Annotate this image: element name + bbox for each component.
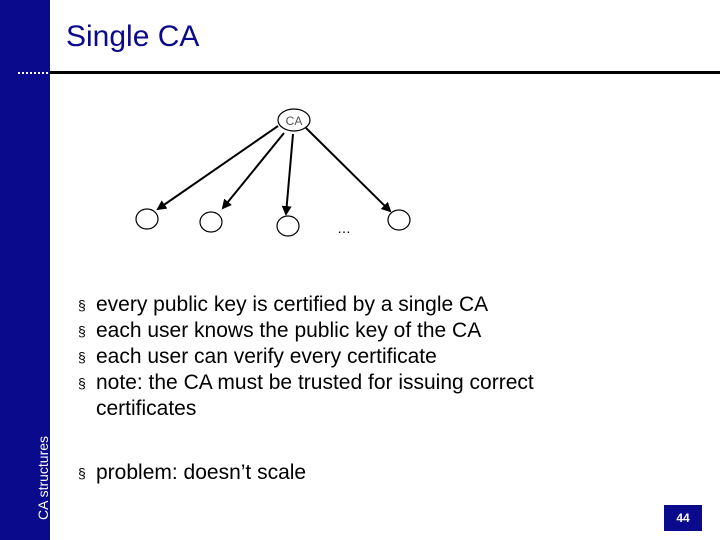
page-title: Single CA [66, 20, 200, 53]
list-item [78, 460, 636, 486]
bullet-marker: § [78, 375, 86, 391]
ca-node-label: CA [285, 114, 303, 128]
bullet-text: every public key is certified by a single CA [96, 293, 489, 316]
user-node-3 [277, 216, 299, 236]
bullet-marker: § [78, 297, 86, 313]
bullet-text: problem: doesn’t scale [96, 461, 307, 484]
edge-user-3 [286, 134, 293, 214]
bullet-text: each user can verify every certificate [96, 345, 437, 368]
list-item [78, 318, 636, 344]
page-number: 44 [664, 505, 702, 531]
bullet-marker: § [78, 349, 86, 365]
edge-user-1 [158, 126, 278, 209]
bullet-marker: § [78, 465, 86, 481]
user-node-1 [136, 209, 158, 229]
user-node-2 [200, 212, 222, 232]
ellipsis-label: … [337, 220, 351, 236]
section-label: CA structures [35, 435, 51, 520]
edge-user-4 [306, 128, 390, 211]
bullet-text: note: the CA must be trusted for issuing correct certificates [96, 371, 534, 420]
list-item [78, 370, 636, 422]
bullet-list [78, 292, 636, 486]
list-item [78, 344, 636, 370]
list-item [78, 292, 636, 318]
bullet-marker: § [78, 323, 86, 339]
bullet-text: each user knows the public key of the CA [96, 319, 482, 342]
user-node-4 [388, 210, 410, 230]
edge-user-2 [223, 133, 284, 208]
